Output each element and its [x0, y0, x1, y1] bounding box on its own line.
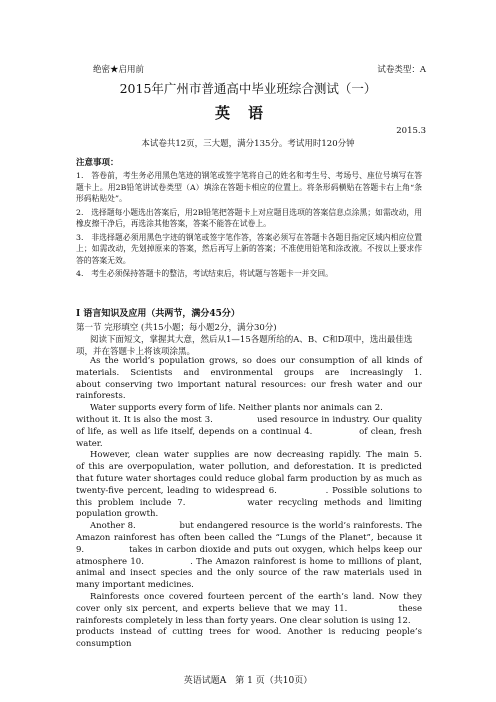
passage-paragraph: products instead of cutting trees for wood. Another is reducing people’s consumption [76, 627, 422, 650]
notice-heading: 注意事项： [76, 158, 119, 168]
passage-paragraph: Another 8. but endangered resource is the world’s rainforests. The Amazon rainforest has often been called the “Lungs of the Planet”, because it 9. takes in carbon dioxide and puts out oxygen, which helps keep our atmosphere 10. . The Amazon rainforest is home to millions of plant, animal and insect species and the only source of the raw materials used in many important medicines. [76, 521, 422, 591]
notice-list [76, 170, 422, 282]
section-title: I 语言知识及应用（共两节，满分45分） [76, 309, 240, 319]
notice-item: 2. 选择题每小题选出答案后，用2B铅笔把答题卡上对应题目选项的答案信息点涂黑；如需改动，用橡皮擦干净后，再选涂其他答案，答案不能答在试卷上。 [76, 207, 422, 228]
part-title: 第一节 完形填空 (共15小题；每小题2分，满分30分) [76, 323, 277, 333]
passage-paragraph: However, clean water supplies are now decreasing rapidly. The main 5. of this are overpopulation, water pollution, and deforestation. It is predicted that future water shortages could reduce global farm production by as much as twenty-five percent, leading to widespread 6. . Possible solutions to this problem include 7. water recycling methods and limiting population growth. [76, 450, 465, 520]
passage-paragraph: Water supports every form of life. Neither plants nor animals can 2. [90, 403, 383, 414]
instructions: 阅读下面短文，掌握其大意，然后从1—15各题所给的A、B、C和D项中，选出最佳选项，并在答题卡上将该项涂黑。 [76, 335, 413, 357]
passage-paragraph: Rainforests once covered fourteen percent of the earth’s land. Now they cover only six percent, and experts believe that we may 11. these rainforests completely in less than forty years. One clear solution is using 12. [76, 591, 422, 626]
notice-item: 1. 答卷前，考生务必用黑色笔迹的钢笔或签字笔将自己的姓名和考生号、考场号、座位号填写在答题卡上。用2B铅笔讲试卷类型（A）填涂在答题卡相应的位置上。将条形码横贴在答题卡右上角“条形码粘贴处”。 [76, 171, 422, 203]
exam-date: 2015.3 [396, 126, 426, 136]
cloze-passage [76, 356, 465, 651]
header-row [93, 63, 426, 75]
exam-title: 2015年广州市普通高中毕业班综合测试（一） [119, 81, 377, 96]
subject-title: 英语 [214, 104, 281, 122]
exam-description: 本试卷共12页，三大题，满分135分。考试用时120分钟 [141, 139, 355, 149]
page-footer: 英语试题A 第 1 页（共10页） [183, 676, 313, 686]
passage-paragraph: As the world’s population grows, so does our consumption of all kinds of materials. Scientists and environmental groups are increasingly 1. about conserving two important natural resources: our fresh water and our rainforests. [76, 356, 465, 402]
passage-paragraph: without it. It is also the most 3. used resource in industry. Our quality of life, as well as life itself, depends on a continual 4. of clean, fresh water. [76, 414, 422, 449]
notice-item: 4. 考生必须保持答题卡的整洁，考试结束后，将试题与答题卡一并交回。 [76, 269, 333, 278]
paper-type-label: 试卷类型：A [377, 65, 426, 75]
notice-item: 3. 非选择题必须用黑色字迹的钢笔或签字笔作答，答案必须写在答题卡各题目指定区域内相应位置上；如需改动，先划掉原来的答案，然后再写上新的答案；不准使用铅笔和涂改液。不按以上要求作答的答案无效。 [76, 232, 422, 265]
confidential-label: 绝密★启用前 [93, 65, 145, 75]
